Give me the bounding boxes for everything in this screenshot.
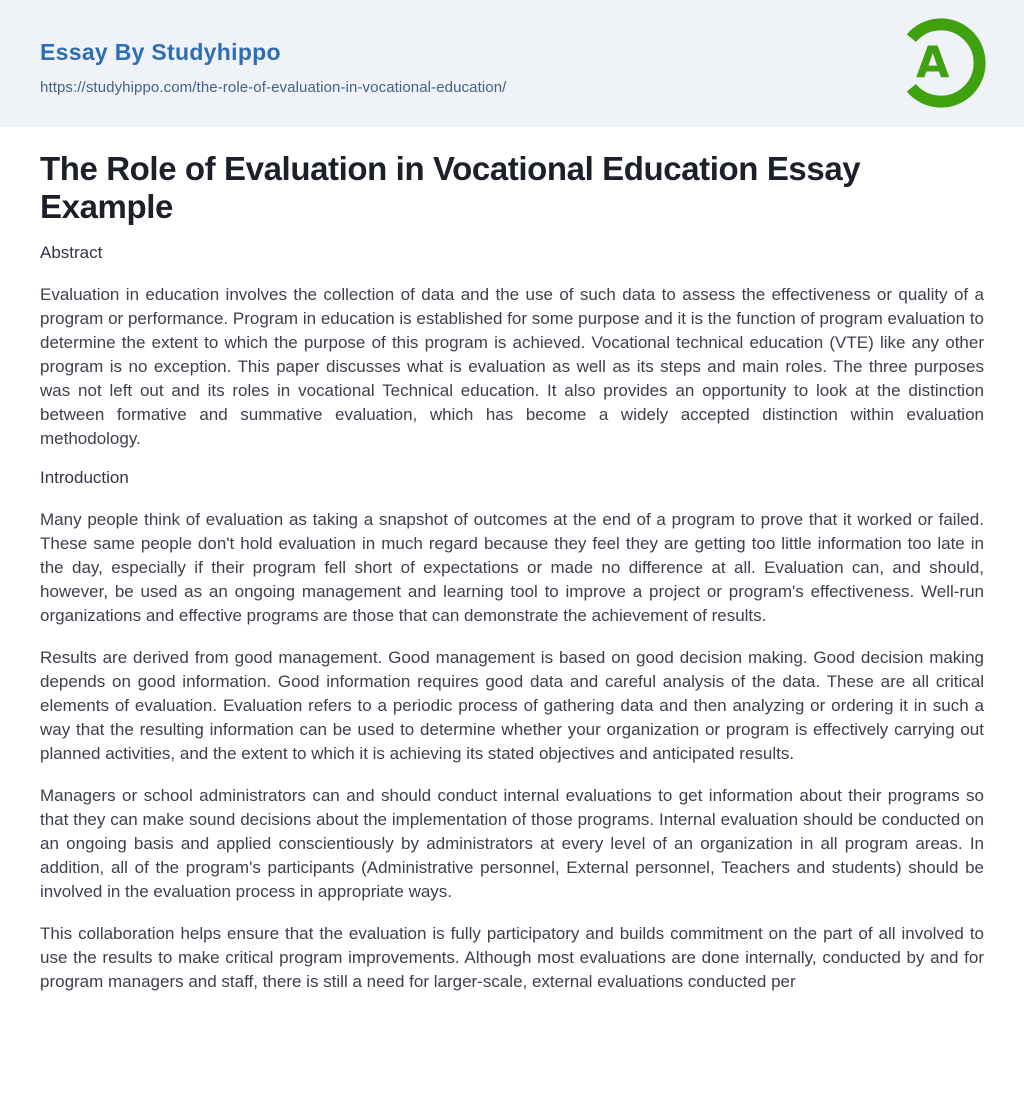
logo-letter: A [915,38,950,89]
essay-article [0,150,1024,994]
intro-paragraph-3: Managers or school administrators can and should conduct internal evaluations to get information about their programs so that they can make sound decisions about the implementation of those programs. Internal evaluation should be conducted on an ongoing basis and applied conscientiously by administrators at every level of an organization in all program areas. In addition, all of the program's participants (Administrative personnel, External personnel, Teachers and students) should be involved in the evaluation process in appropriate ways. [40,786,984,901]
essay-url-link[interactable]: https://studyhippo.com/the-role-of-evaluation-in-vocational-education/ [40,79,507,97]
page-title: The Role of Evaluation in Vocational Education Essay Example [40,150,861,225]
intro-paragraph-1: Many people think of evaluation as taking a snapshot of outcomes at the end of a program to prove that it worked or failed. These same people don't hold evaluation in much regard because they feel they are getting too little information too late in the day, especially if their program fell short of expectations or made no difference at all. Evaluation can, and should, however, be used as an ongoing management and learning tool to improve a project or program's effectiveness. Well-run organizations and effective programs are those that can demonstrate the achievement of results. [40,510,984,625]
abstract-paragraph: Evaluation in education involves the collection of data and the use of such data to assess the effectiveness or quality of a program or performance. Program in education is established for some purpose and it is the function of program evaluation to determine the extent to which the purpose of this program is achieved. Vocational technical education (VTE) like any other program is no exception. This paper discusses what is evaluation as well as its steps and main roles. The three purposes was not left out and its roles in vocational Technical education. It also provides an opportunity to look at the distinction between formative and summative evaluation, which has become a widely accepted distinction within evaluation methodology. [40,285,984,448]
page-header [0,0,1024,127]
intro-paragraph-4-truncated: This collaboration helps ensure that the evaluation is fully participatory and builds commitment on the part of all involved to use the results to make critical program improvements. Although most evaluations are done internally, conducted by and for program managers and staff, there is still a need for larger-scale, external evaluations conducted per [40,924,984,991]
section-label-abstract: Abstract [40,243,103,262]
site-title: Essay By Studyhippo [40,39,281,65]
section-label-introduction: Introduction [40,468,129,487]
intro-paragraph-2: Results are derived from good management. Good management is based on good decision making. Good decision making depends on good information. Good information requires good data and careful analysis of the data. These are all critical elements of evaluation. Evaluation refers to a periodic process of gathering data and then analyzing or ordering it in such a way that the resulting information can be used to determine whether your organization or program is effectively carrying out planned activities, and the extent to which it is achieving its stated objectives and anticipated results. [40,648,984,763]
logo-circle-icon [895,17,987,109]
studyhippo-logo [895,17,987,109]
